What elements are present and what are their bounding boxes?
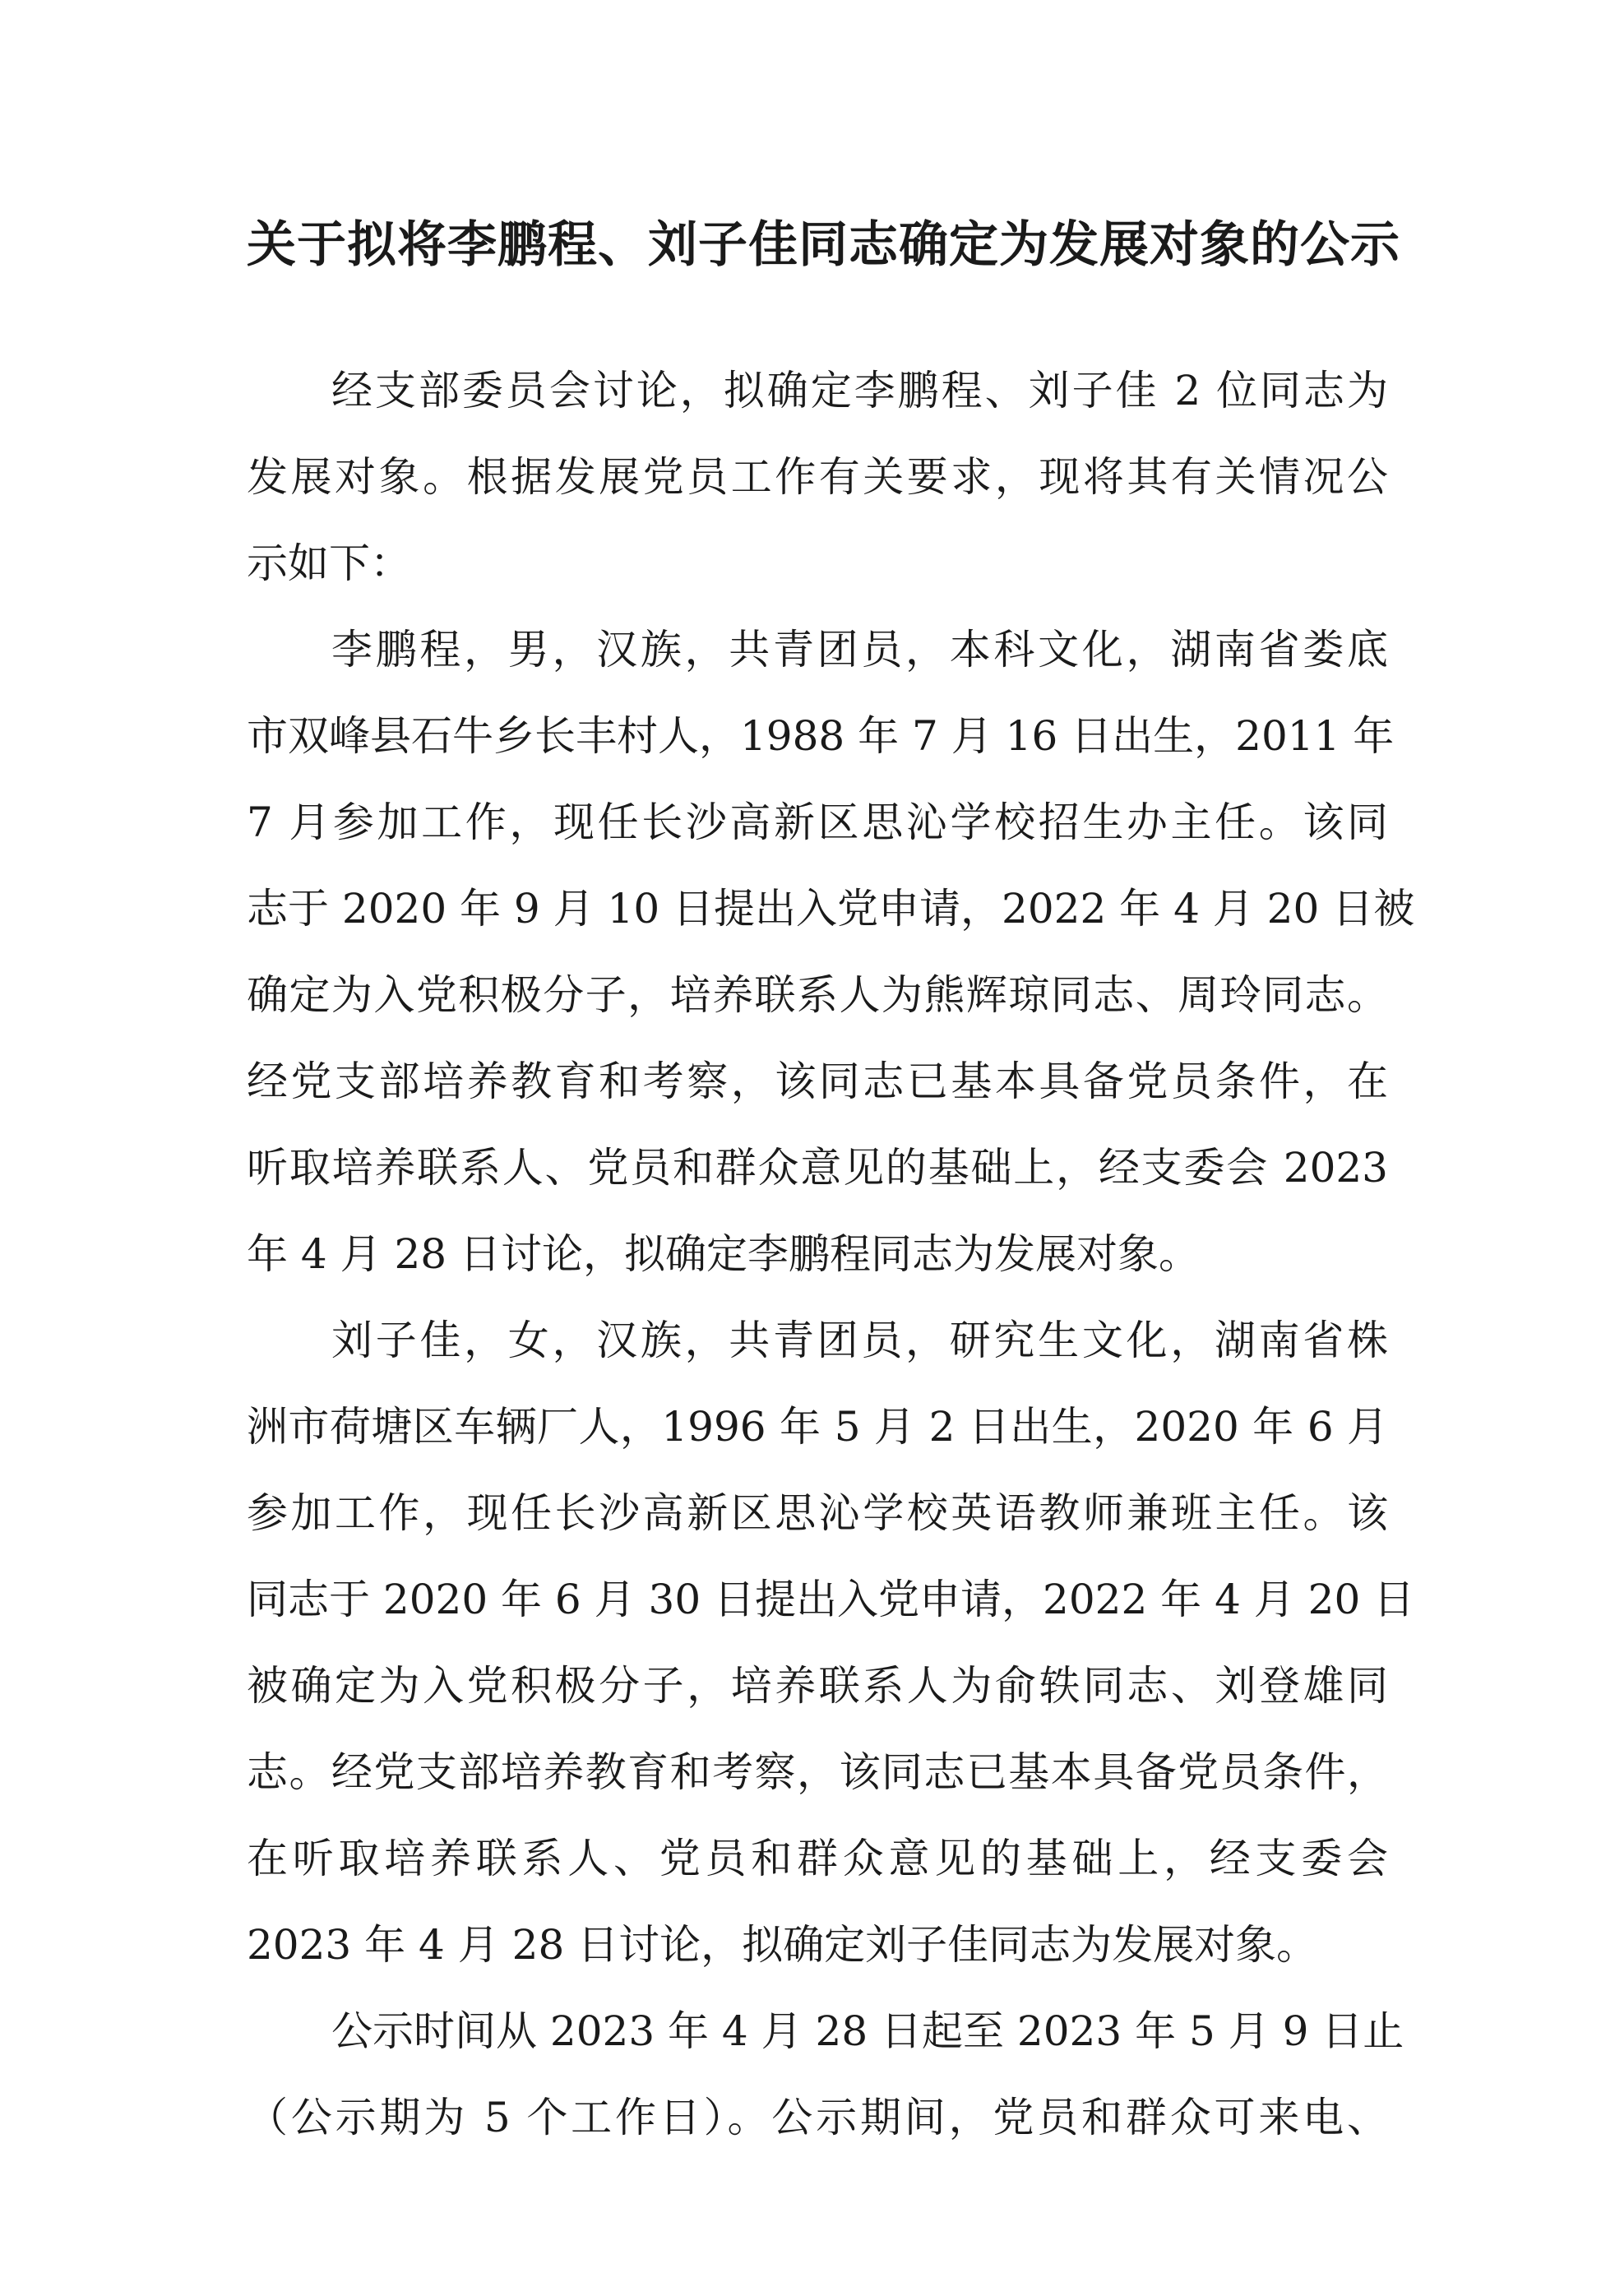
body-line: 市双峰县石牛乡长丰村人，1988 年 7 月 16 日出生，2011 年 — [247, 712, 1395, 760]
body-line: 听取培养联系人、党员和群众意见的基础上，经支委会 2023 — [247, 1144, 1388, 1192]
body-line: 在听取培养联系人、党员和群众意见的基础上，经支委会 — [247, 1835, 1388, 1882]
document-title: 关于拟将李鹏程、刘子佳同志确定为发展对象的公示 — [247, 216, 1400, 274]
body-line: 确定为入党积极分子，培养联系人为熊辉琼同志、周玲同志。 — [247, 971, 1388, 1019]
body-line: 志于 2020 年 9 月 10 日提出入党申请，2022 年 4 月 20 日被 — [247, 885, 1415, 933]
body-line: 志。经党支部培养教育和考察，该同志已基本具备党员条件， — [247, 1748, 1388, 1796]
body-line: 同志于 2020 年 6 月 30 日提出入党申请，2022 年 4 月 20 日 — [247, 1576, 1415, 1623]
body-line: 参加工作，现任长沙高新区思沁学校英语教师兼班主任。该 — [247, 1489, 1388, 1537]
body-line: 李鹏程，男，汉族，共青团员，本科文化，湖南省娄底 — [331, 626, 1388, 674]
body-line: 7 月参加工作，现任长沙高新区思沁学校招生办主任。该同 — [247, 799, 1388, 846]
body-line: 发展对象。根据发展党员工作有关要求，现将其有关情况公 — [247, 453, 1388, 501]
body-line: 2023 年 4 月 28 日讨论，拟确定刘子佳同志为发展对象。 — [247, 1921, 1318, 1969]
body-line: 年 4 月 28 日讨论，拟确定李鹏程同志为发展对象。 — [247, 1230, 1201, 1278]
body-line: 刘子佳，女，汉族，共青团员，研究生文化，湖南省株 — [331, 1317, 1388, 1364]
body-line: 经支部委员会讨论，拟确定李鹏程、刘子佳 2 位同志为 — [331, 367, 1388, 414]
body-line: （公示期为 5 个工作日）。公示期间，党员和群众可来电、 — [247, 2094, 1388, 2141]
document-body — [247, 358, 1415, 2171]
body-line: 洲市荷塘区车辆厂人，1996 年 5 月 2 日出生，2020 年 6 月 — [247, 1403, 1388, 1451]
body-line: 被确定为入党积极分子，培养联系人为俞轶同志、刘登雄同 — [247, 1662, 1388, 1710]
body-line: 示如下： — [247, 539, 411, 587]
body-line: 公示时间从 2023 年 4 月 28 日起至 2023 年 5 月 9 日止 — [331, 2007, 1404, 2055]
body-line: 经党支部培养教育和考察，该同志已基本具备党员条件，在 — [247, 1058, 1388, 1105]
